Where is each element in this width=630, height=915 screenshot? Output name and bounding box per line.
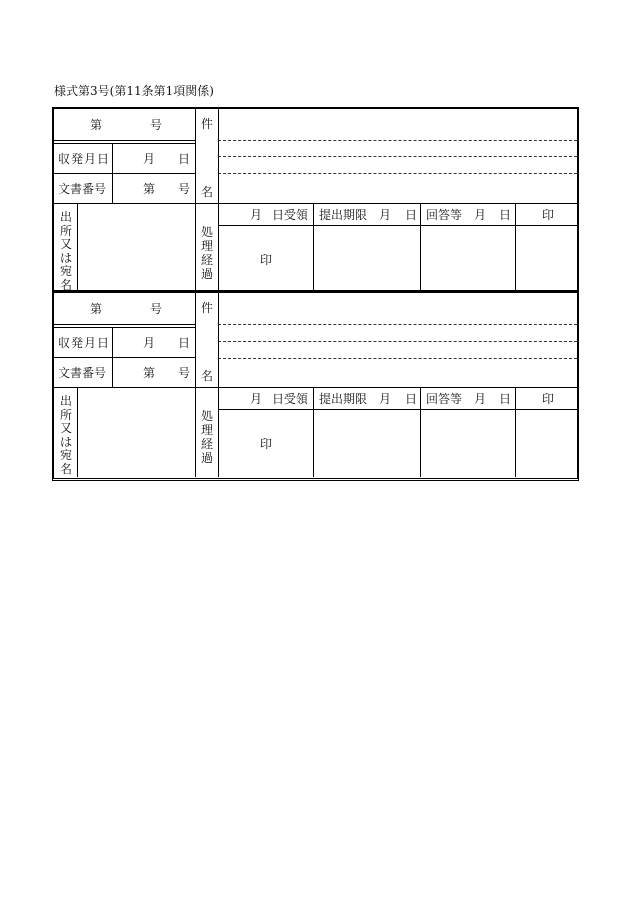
divider bbox=[112, 327, 113, 387]
header-seal-label: 印 bbox=[542, 208, 555, 222]
subject-line bbox=[218, 341, 577, 342]
header-answer-label: 回答等 bbox=[426, 208, 463, 222]
divider bbox=[195, 203, 577, 204]
divider bbox=[195, 387, 577, 388]
divider bbox=[112, 143, 113, 203]
received-month-label: 月 bbox=[143, 336, 156, 350]
divider bbox=[77, 203, 78, 293]
header-answer-day: 日 bbox=[499, 392, 512, 406]
subject-top-label: 件 bbox=[201, 117, 214, 131]
subject-top-label: 件 bbox=[201, 301, 214, 315]
divider bbox=[195, 293, 196, 477]
divider bbox=[218, 409, 577, 410]
header-deadline-day: 日 bbox=[405, 208, 418, 222]
divider bbox=[218, 293, 219, 477]
divider bbox=[218, 225, 577, 226]
header-answer-label: 回答等 bbox=[426, 392, 463, 406]
subject-line bbox=[218, 173, 577, 174]
document-dai-label: 第 bbox=[143, 366, 156, 380]
divider bbox=[54, 143, 195, 144]
divider bbox=[54, 387, 195, 388]
header-deadline-label: 提出期限 bbox=[319, 208, 368, 222]
header-deadline-day: 日 bbox=[405, 392, 418, 406]
divider bbox=[54, 203, 195, 204]
number-dai-label: 第 bbox=[90, 302, 103, 316]
header-answer-day: 日 bbox=[499, 208, 512, 222]
document-go-label: 号 bbox=[178, 182, 191, 196]
divider bbox=[54, 357, 195, 358]
subject-line bbox=[218, 358, 577, 359]
document-dai-label: 第 bbox=[143, 182, 156, 196]
origin-addressee-label: 出所又は宛名 bbox=[59, 394, 72, 476]
document-go-label: 号 bbox=[178, 366, 191, 380]
received-day-label: 日 bbox=[178, 152, 191, 166]
divider bbox=[54, 327, 195, 328]
number-go-label: 号 bbox=[150, 302, 163, 316]
origin-addressee-label: 出所又は宛名 bbox=[59, 210, 72, 292]
received-month-label: 月 bbox=[143, 152, 156, 166]
header-received-label: 日受領 bbox=[272, 208, 309, 222]
divider bbox=[420, 387, 421, 477]
header-deadline-label: 提出期限 bbox=[319, 392, 368, 406]
divider bbox=[515, 203, 516, 292]
subject-line bbox=[218, 156, 577, 157]
header-received-label: 日受領 bbox=[272, 392, 309, 406]
body-seal-label: 印 bbox=[260, 437, 273, 451]
body-seal-label: 印 bbox=[260, 253, 273, 267]
subject-bottom-label: 名 bbox=[201, 185, 214, 199]
subject-line bbox=[218, 324, 577, 325]
document-number-label: 文書番号 bbox=[58, 366, 107, 380]
register-form-1 bbox=[52, 107, 579, 292]
document-number-label: 文書番号 bbox=[58, 182, 107, 196]
form-caption: 様式第3号(第11条第1項関係) bbox=[54, 84, 214, 98]
header-deadline-month: 月 bbox=[379, 208, 392, 222]
header-month-label: 月 bbox=[250, 392, 263, 406]
divider bbox=[218, 109, 219, 292]
divider bbox=[54, 140, 195, 141]
header-answer-month: 月 bbox=[474, 392, 487, 406]
subject-bottom-label: 名 bbox=[201, 369, 214, 383]
divider bbox=[313, 203, 314, 292]
divider bbox=[54, 173, 195, 174]
divider bbox=[420, 203, 421, 292]
register-form-2 bbox=[52, 292, 579, 481]
process-history-label: 処理経過 bbox=[200, 225, 213, 281]
subject-line bbox=[218, 140, 577, 141]
received-date-label: 収発月日 bbox=[58, 336, 111, 350]
divider bbox=[195, 109, 196, 292]
divider bbox=[54, 324, 195, 325]
header-answer-month: 月 bbox=[474, 208, 487, 222]
received-day-label: 日 bbox=[178, 336, 191, 350]
number-dai-label: 第 bbox=[90, 118, 103, 132]
divider bbox=[515, 387, 516, 477]
number-go-label: 号 bbox=[150, 118, 163, 132]
header-month-label: 月 bbox=[250, 208, 263, 222]
received-date-label: 収発月日 bbox=[58, 152, 111, 166]
divider bbox=[77, 387, 78, 477]
process-history-label: 処理経過 bbox=[200, 409, 213, 465]
divider bbox=[313, 387, 314, 477]
header-seal-label: 印 bbox=[542, 392, 555, 406]
header-deadline-month: 月 bbox=[379, 392, 392, 406]
